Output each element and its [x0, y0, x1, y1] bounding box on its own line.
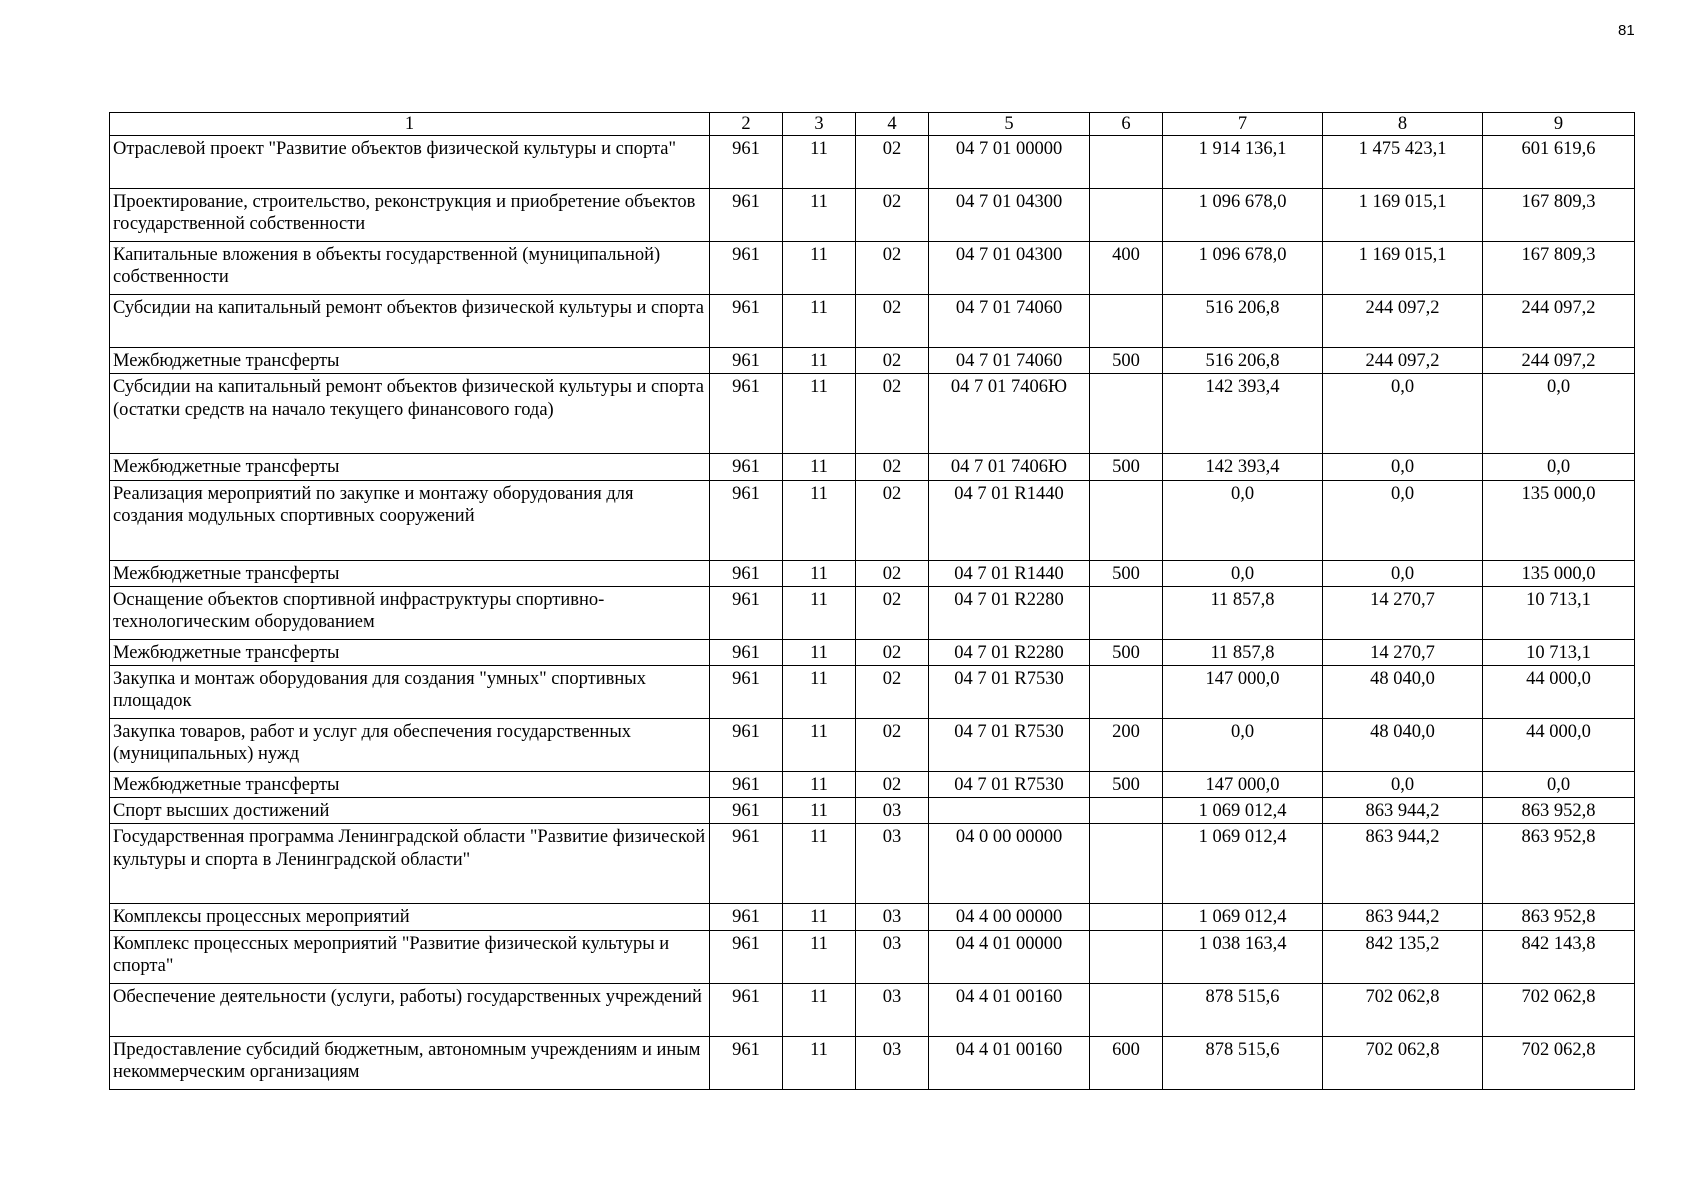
amount-year3-cell: 135 000,0	[1483, 480, 1635, 560]
table-row	[110, 1036, 1635, 1089]
expense-type-cell	[1090, 904, 1163, 930]
amount-year3-cell: 0,0	[1483, 771, 1635, 797]
target-article-cell: 04 7 01 00000	[929, 136, 1090, 189]
amount-year2-cell: 702 062,8	[1323, 1036, 1483, 1089]
target-article-cell: 04 7 01 R1440	[929, 480, 1090, 560]
amount-year1-cell: 1 096 678,0	[1163, 242, 1323, 295]
table-row	[110, 586, 1635, 639]
table-row	[110, 718, 1635, 771]
section-code-cell: 11	[783, 665, 856, 718]
target-article-cell: 04 7 01 04300	[929, 189, 1090, 242]
ved-code-cell: 961	[710, 480, 783, 560]
expense-type-cell	[1090, 824, 1163, 904]
amount-year3-cell: 0,0	[1483, 454, 1635, 480]
target-article-cell: 04 7 01 7406Ю	[929, 374, 1090, 454]
row-name-cell: Комплекс процессных мероприятий "Развитие физической культуры и спорта"	[110, 930, 710, 983]
table-row	[110, 480, 1635, 560]
ved-code-cell: 961	[710, 560, 783, 586]
section-code-cell: 11	[783, 771, 856, 797]
amount-year1-cell: 0,0	[1163, 718, 1323, 771]
section-code-cell: 11	[783, 718, 856, 771]
subsection-code-cell: 03	[856, 824, 929, 904]
section-code-cell: 11	[783, 454, 856, 480]
budget-table	[109, 112, 1635, 1090]
target-article-cell: 04 7 01 7406Ю	[929, 454, 1090, 480]
amount-year2-cell: 863 944,2	[1323, 824, 1483, 904]
amount-year2-cell: 0,0	[1323, 454, 1483, 480]
target-article-cell: 04 7 01 74060	[929, 295, 1090, 348]
amount-year3-cell: 167 809,3	[1483, 189, 1635, 242]
target-article-cell: 04 4 01 00160	[929, 983, 1090, 1036]
amount-year2-cell: 244 097,2	[1323, 348, 1483, 374]
amount-year2-cell: 14 270,7	[1323, 639, 1483, 665]
section-code-cell: 11	[783, 136, 856, 189]
ved-code-cell: 961	[710, 348, 783, 374]
subsection-code-cell: 03	[856, 904, 929, 930]
ved-code-cell: 961	[710, 1036, 783, 1089]
section-code-cell: 11	[783, 189, 856, 242]
ved-code-cell: 961	[710, 136, 783, 189]
amount-year1-cell: 516 206,8	[1163, 295, 1323, 348]
amount-year2-cell: 842 135,2	[1323, 930, 1483, 983]
amount-year3-cell: 863 952,8	[1483, 798, 1635, 824]
subsection-code-cell: 02	[856, 295, 929, 348]
table-row	[110, 904, 1635, 930]
column-header: 1	[110, 113, 710, 136]
amount-year2-cell: 14 270,7	[1323, 586, 1483, 639]
expense-type-cell	[1090, 930, 1163, 983]
ved-code-cell: 961	[710, 771, 783, 797]
amount-year2-cell: 702 062,8	[1323, 983, 1483, 1036]
amount-year1-cell: 1 914 136,1	[1163, 136, 1323, 189]
target-article-cell: 04 7 01 74060	[929, 348, 1090, 374]
column-header: 6	[1090, 113, 1163, 136]
subsection-code-cell: 03	[856, 983, 929, 1036]
table-row	[110, 560, 1635, 586]
amount-year2-cell: 1 169 015,1	[1323, 189, 1483, 242]
subsection-code-cell: 02	[856, 718, 929, 771]
ved-code-cell: 961	[710, 824, 783, 904]
amount-year3-cell: 0,0	[1483, 374, 1635, 454]
row-name-cell: Межбюджетные трансферты	[110, 348, 710, 374]
table-row	[110, 295, 1635, 348]
amount-year1-cell: 142 393,4	[1163, 454, 1323, 480]
amount-year2-cell: 1 475 423,1	[1323, 136, 1483, 189]
target-article-cell: 04 7 01 R2280	[929, 639, 1090, 665]
section-code-cell: 11	[783, 560, 856, 586]
table-row	[110, 189, 1635, 242]
expense-type-cell: 500	[1090, 560, 1163, 586]
target-article-cell: 04 4 01 00160	[929, 1036, 1090, 1089]
section-code-cell: 11	[783, 1036, 856, 1089]
expense-type-cell	[1090, 374, 1163, 454]
row-name-cell: Комплексы процессных мероприятий	[110, 904, 710, 930]
target-article-cell: 04 7 01 04300	[929, 242, 1090, 295]
target-article-cell: 04 7 01 R7530	[929, 771, 1090, 797]
ved-code-cell: 961	[710, 189, 783, 242]
amount-year3-cell: 44 000,0	[1483, 718, 1635, 771]
expense-type-cell	[1090, 586, 1163, 639]
expense-type-cell	[1090, 798, 1163, 824]
amount-year3-cell: 601 619,6	[1483, 136, 1635, 189]
expense-type-cell: 500	[1090, 639, 1163, 665]
expense-type-cell	[1090, 983, 1163, 1036]
column-header: 4	[856, 113, 929, 136]
row-name-cell: Межбюджетные трансферты	[110, 639, 710, 665]
target-article-cell: 04 7 01 R7530	[929, 718, 1090, 771]
header-row	[110, 113, 1635, 136]
amount-year1-cell: 878 515,6	[1163, 983, 1323, 1036]
expense-type-cell: 200	[1090, 718, 1163, 771]
amount-year3-cell: 702 062,8	[1483, 1036, 1635, 1089]
amount-year1-cell: 1 069 012,4	[1163, 798, 1323, 824]
section-code-cell: 11	[783, 295, 856, 348]
target-article-cell: 04 0 00 00000	[929, 824, 1090, 904]
row-name-cell: Отраслевой проект "Развитие объектов физической культуры и спорта"	[110, 136, 710, 189]
amount-year1-cell: 142 393,4	[1163, 374, 1323, 454]
amount-year3-cell: 135 000,0	[1483, 560, 1635, 586]
amount-year3-cell: 10 713,1	[1483, 639, 1635, 665]
subsection-code-cell: 02	[856, 586, 929, 639]
amount-year1-cell: 11 857,8	[1163, 586, 1323, 639]
expense-type-cell: 500	[1090, 348, 1163, 374]
amount-year2-cell: 0,0	[1323, 771, 1483, 797]
expense-type-cell	[1090, 480, 1163, 560]
ved-code-cell: 961	[710, 454, 783, 480]
amount-year2-cell: 0,0	[1323, 374, 1483, 454]
subsection-code-cell: 02	[856, 242, 929, 295]
table-row	[110, 665, 1635, 718]
section-code-cell: 11	[783, 480, 856, 560]
section-code-cell: 11	[783, 983, 856, 1036]
subsection-code-cell: 03	[856, 1036, 929, 1089]
amount-year1-cell: 1 069 012,4	[1163, 904, 1323, 930]
column-header: 3	[783, 113, 856, 136]
row-name-cell: Межбюджетные трансферты	[110, 454, 710, 480]
target-article-cell: 04 7 01 R7530	[929, 665, 1090, 718]
row-name-cell: Обеспечение деятельности (услуги, работы) государственных учреждений	[110, 983, 710, 1036]
table-row	[110, 983, 1635, 1036]
subsection-code-cell: 02	[856, 560, 929, 586]
section-code-cell: 11	[783, 348, 856, 374]
amount-year2-cell: 48 040,0	[1323, 665, 1483, 718]
amount-year3-cell: 10 713,1	[1483, 586, 1635, 639]
amount-year1-cell: 147 000,0	[1163, 665, 1323, 718]
amount-year3-cell: 842 143,8	[1483, 930, 1635, 983]
ved-code-cell: 961	[710, 242, 783, 295]
amount-year3-cell: 863 952,8	[1483, 904, 1635, 930]
table-body	[110, 136, 1635, 1089]
subsection-code-cell: 03	[856, 798, 929, 824]
amount-year2-cell: 0,0	[1323, 560, 1483, 586]
row-name-cell: Предоставление субсидий бюджетным, автономным учреждениям и иным некоммерческим организациям	[110, 1036, 710, 1089]
target-article-cell: 04 7 01 R1440	[929, 560, 1090, 586]
expense-type-cell: 400	[1090, 242, 1163, 295]
subsection-code-cell: 02	[856, 480, 929, 560]
expense-type-cell: 500	[1090, 771, 1163, 797]
row-name-cell: Реализация мероприятий по закупке и монтажу оборудования для создания модульных спортивных сооружений	[110, 480, 710, 560]
amount-year3-cell: 44 000,0	[1483, 665, 1635, 718]
target-article-cell: 04 7 01 R2280	[929, 586, 1090, 639]
row-name-cell: Государственная программа Ленинградской области "Развитие физической культуры и спорта в Ленинградской области"	[110, 824, 710, 904]
expense-type-cell: 500	[1090, 454, 1163, 480]
amount-year2-cell: 0,0	[1323, 480, 1483, 560]
expense-type-cell	[1090, 295, 1163, 348]
section-code-cell: 11	[783, 798, 856, 824]
ved-code-cell: 961	[710, 665, 783, 718]
subsection-code-cell: 02	[856, 348, 929, 374]
table-row	[110, 771, 1635, 797]
amount-year1-cell: 878 515,6	[1163, 1036, 1323, 1089]
table-row	[110, 136, 1635, 189]
subsection-code-cell: 02	[856, 771, 929, 797]
subsection-code-cell: 03	[856, 930, 929, 983]
amount-year3-cell: 244 097,2	[1483, 295, 1635, 348]
ved-code-cell: 961	[710, 904, 783, 930]
section-code-cell: 11	[783, 242, 856, 295]
table-row	[110, 374, 1635, 454]
column-header: 5	[929, 113, 1090, 136]
amount-year3-cell: 863 952,8	[1483, 824, 1635, 904]
ved-code-cell: 961	[710, 983, 783, 1036]
subsection-code-cell: 02	[856, 374, 929, 454]
ved-code-cell: 961	[710, 639, 783, 665]
subsection-code-cell: 02	[856, 189, 929, 242]
amount-year3-cell: 244 097,2	[1483, 348, 1635, 374]
row-name-cell: Межбюджетные трансферты	[110, 771, 710, 797]
row-name-cell: Закупка и монтаж оборудования для создания "умных" спортивных площадок	[110, 665, 710, 718]
subsection-code-cell: 02	[856, 136, 929, 189]
amount-year1-cell: 1 096 678,0	[1163, 189, 1323, 242]
page-number: 81	[1618, 22, 1635, 39]
ved-code-cell: 961	[710, 798, 783, 824]
table-row	[110, 824, 1635, 904]
section-code-cell: 11	[783, 930, 856, 983]
ved-code-cell: 961	[710, 295, 783, 348]
column-header: 7	[1163, 113, 1323, 136]
amount-year2-cell: 244 097,2	[1323, 295, 1483, 348]
amount-year2-cell: 863 944,2	[1323, 904, 1483, 930]
column-header: 2	[710, 113, 783, 136]
table-row	[110, 242, 1635, 295]
section-code-cell: 11	[783, 374, 856, 454]
section-code-cell: 11	[783, 904, 856, 930]
table-row	[110, 454, 1635, 480]
section-code-cell: 11	[783, 824, 856, 904]
amount-year1-cell: 516 206,8	[1163, 348, 1323, 374]
target-article-cell: 04 4 01 00000	[929, 930, 1090, 983]
subsection-code-cell: 02	[856, 665, 929, 718]
row-name-cell: Закупка товаров, работ и услуг для обеспечения государственных (муниципальных) нужд	[110, 718, 710, 771]
target-article-cell	[929, 798, 1090, 824]
row-name-cell: Спорт высших достижений	[110, 798, 710, 824]
subsection-code-cell: 02	[856, 639, 929, 665]
ved-code-cell: 961	[710, 930, 783, 983]
table-row	[110, 798, 1635, 824]
amount-year3-cell: 702 062,8	[1483, 983, 1635, 1036]
amount-year1-cell: 1 069 012,4	[1163, 824, 1323, 904]
amount-year1-cell: 1 038 163,4	[1163, 930, 1323, 983]
amount-year1-cell: 11 857,8	[1163, 639, 1323, 665]
section-code-cell: 11	[783, 639, 856, 665]
row-name-cell: Субсидии на капитальный ремонт объектов физической культуры и спорта	[110, 295, 710, 348]
table-row	[110, 348, 1635, 374]
amount-year2-cell: 863 944,2	[1323, 798, 1483, 824]
target-article-cell: 04 4 00 00000	[929, 904, 1090, 930]
table-row	[110, 639, 1635, 665]
expense-type-cell	[1090, 136, 1163, 189]
expense-type-cell: 600	[1090, 1036, 1163, 1089]
amount-year1-cell: 0,0	[1163, 480, 1323, 560]
ved-code-cell: 961	[710, 586, 783, 639]
amount-year2-cell: 48 040,0	[1323, 718, 1483, 771]
subsection-code-cell: 02	[856, 454, 929, 480]
amount-year2-cell: 1 169 015,1	[1323, 242, 1483, 295]
row-name-cell: Субсидии на капитальный ремонт объектов физической культуры и спорта (остатки средств на начало текущего финансового года)	[110, 374, 710, 454]
row-name-cell: Проектирование, строительство, реконструкция и приобретение объектов государственной собственности	[110, 189, 710, 242]
amount-year1-cell: 147 000,0	[1163, 771, 1323, 797]
amount-year3-cell: 167 809,3	[1483, 242, 1635, 295]
column-header: 9	[1483, 113, 1635, 136]
section-code-cell: 11	[783, 586, 856, 639]
amount-year1-cell: 0,0	[1163, 560, 1323, 586]
expense-type-cell	[1090, 189, 1163, 242]
table-row	[110, 930, 1635, 983]
expense-type-cell	[1090, 665, 1163, 718]
row-name-cell: Межбюджетные трансферты	[110, 560, 710, 586]
row-name-cell: Капитальные вложения в объекты государственной (муниципальной) собственности	[110, 242, 710, 295]
row-name-cell: Оснащение объектов спортивной инфраструктуры спортивно-технологическим оборудованием	[110, 586, 710, 639]
ved-code-cell: 961	[710, 718, 783, 771]
column-header: 8	[1323, 113, 1483, 136]
ved-code-cell: 961	[710, 374, 783, 454]
